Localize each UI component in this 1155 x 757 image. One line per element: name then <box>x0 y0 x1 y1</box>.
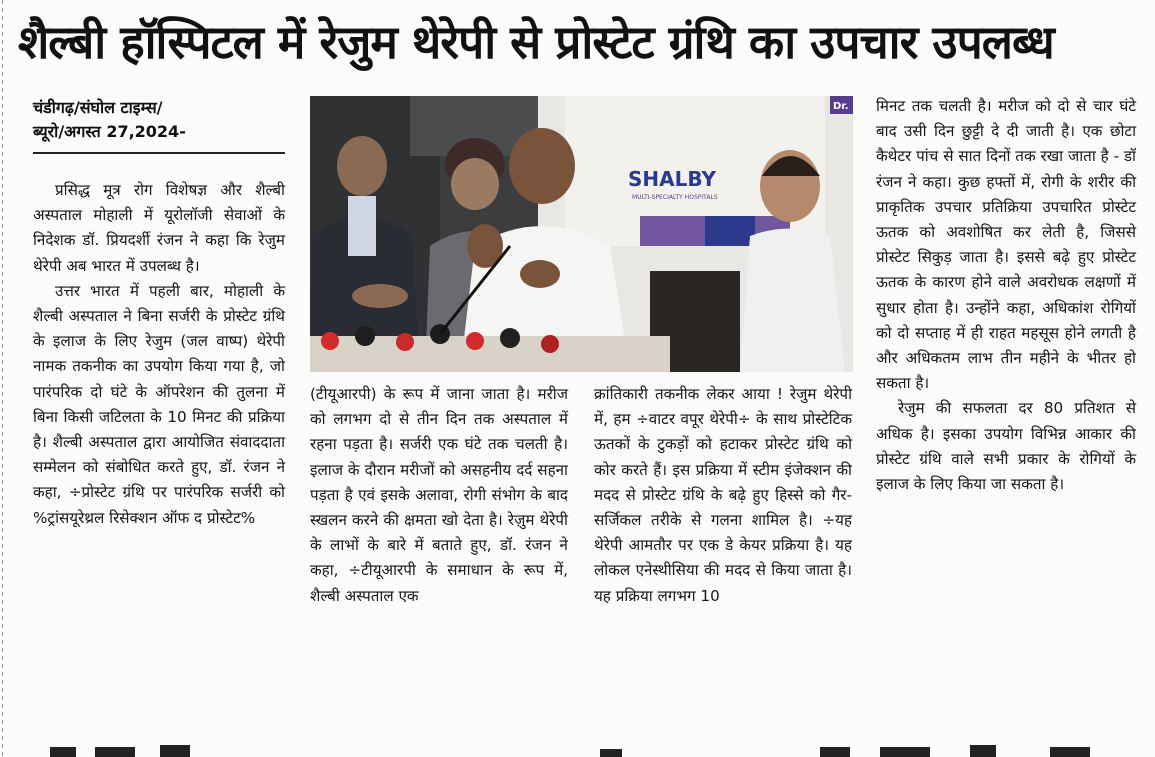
dateline <box>33 96 293 144</box>
dateline-line-1: चंडीगढ़/संघोल टाइम्स/ <box>33 98 163 117</box>
column-border <box>2 0 3 757</box>
paragraph: प्रसिद्ध मूत्र रोग विशेषज्ञ और शैल्बी अस्पताल मोहाली में यूरोलॉजी सेवाओं के निदेशक डॉ. प्रियदर्शी रंजन ने कहा कि रेजुम थेरेपी अब भारत में उपलब्ध है। <box>33 181 285 275</box>
article-column-4 <box>876 94 1136 497</box>
paragraph: उत्तर भारत में पहली बार, मोहाली के शैल्बी अस्पताल ने बिना सर्जरी के प्रोस्टेट ग्रंथि के इलाज के लिए रेजुम (जल वाष्प) थेरेपी नामक तकनीक का उपयोग किया गया है, जो पारंपरिक दो घंटे के ऑपरेशन की तुलना में बिना किसी जटिलता के 10 मिनट की प्रक्रिया है। शैल्बी अस्पताल द्वारा आयोजित संवाददाता सम्मेलन को संबोधित करते हुए, डॉ. रंजन ने कहा, ÷प्रोस्टेट ग्रंथि पर पारंपरिक सर्जरी को %ट्रांसयूरेथ्रल रिसेक्शन ऑफ द प्रोस्टेट% <box>33 281 285 527</box>
article-column-1 <box>33 178 285 531</box>
paragraph: (टीयूआरपी) के रूप में जाना जाता है। मरीज को लगभग दो से तीन दिन तक अस्पताल में रहना पड़ता है। सर्जरी एक घंटे तक चलती है। इलाज के दौरान मरीजों को असहनीय दर्द सहना पड़ता है एवं इसके अलावा, रोगी संभोग के बाद स्खलन करने की क्षमता खो देता है। रेज़ुम थेरेपी के लाभों के बारे में बताते हुए, डॉ. रंजन ने कहा, ÷टीयूआरपी के समाधान के रूप में, शैल्बी अस्पताल एक <box>310 385 568 605</box>
next-article-headline-cropped <box>0 741 1155 757</box>
article-column-3 <box>594 382 852 609</box>
press-conference-photo <box>310 96 853 372</box>
dateline-rule <box>33 152 285 154</box>
paragraph: मिनट तक चलती है। मरीज को दो से चार घंटे बाद उसी दिन छुट्टी दे दी जाती है। एक छोटा कैथेटर पांच से सात दिनों तक रखा जाता है - डॉ रंजन ने कहा। कुछ हफ्तों में, रोगी के शरीर की प्राकृतिक उपचार प्रतिक्रिया उपचारित प्रोस्टेट ऊतक को अवशोषित कर लेती है, जिससे प्रोस्टेट सिकुड़ जाता है। इससे बढ़े हुए प्रोस्टेट ऊतक के कारण होने वाले अवरोधक लक्षणों में सुधार होता है। उन्होंने कहा, अधिकांश रोगियों को दो सप्ताह में ही राहत महसूस होने लगती है और अधिकतम लाभ तीन महीने के भीतर हो सकता है। <box>876 97 1136 393</box>
dateline-line-2: ब्यूरो/अगस्त 27,2024- <box>33 122 186 141</box>
banner-sub-text: MULTI-SPECIALTY HOSPITALS <box>632 194 718 201</box>
article-column-2 <box>310 382 568 609</box>
paragraph: क्रांतिकारी तकनीक लेकर आया ! रेजुम थेरेपी में, हम ÷वाटर वपूर थेरेपी÷ के साथ प्रोस्टेटिक ऊतकों के टुकड़ों को हटाकर प्रोस्टेट ग्रंथि को कोर करते हैं। इस प्रक्रिया में स्टीम इंजेक्शन की मदद से प्रोस्टेट ग्रंथि के बढ़े हुए हिस्से को गैर-सर्जिकल तरीके से गलना शामिल है। ÷यह थेरेपी आमतौर पर एक डे केयर प्रक्रिया है। यह लोकल एनेस्थीसिया की मदद से किया जाता है। यह प्रक्रिया लगभग 10 <box>594 385 852 605</box>
paragraph: रेजुम की सफलता दर 80 प्रतिशत से अधिक है। इसका उपयोग विभिन्न आकार की प्रोस्टेट ग्रंथि वाले सभी प्रकार के रोगियों के इलाज के लिए किया जा सकता है। <box>876 399 1136 494</box>
article-headline: शैल्बी हॉस्पिटल में रेजुम थेरेपी से प्रोस्टेट ग्रंथि का उपचार उपलब्ध <box>18 15 1054 69</box>
banner-brand-text: SHALBY <box>628 167 716 191</box>
banner-corner-tag: Dr. <box>833 101 849 112</box>
